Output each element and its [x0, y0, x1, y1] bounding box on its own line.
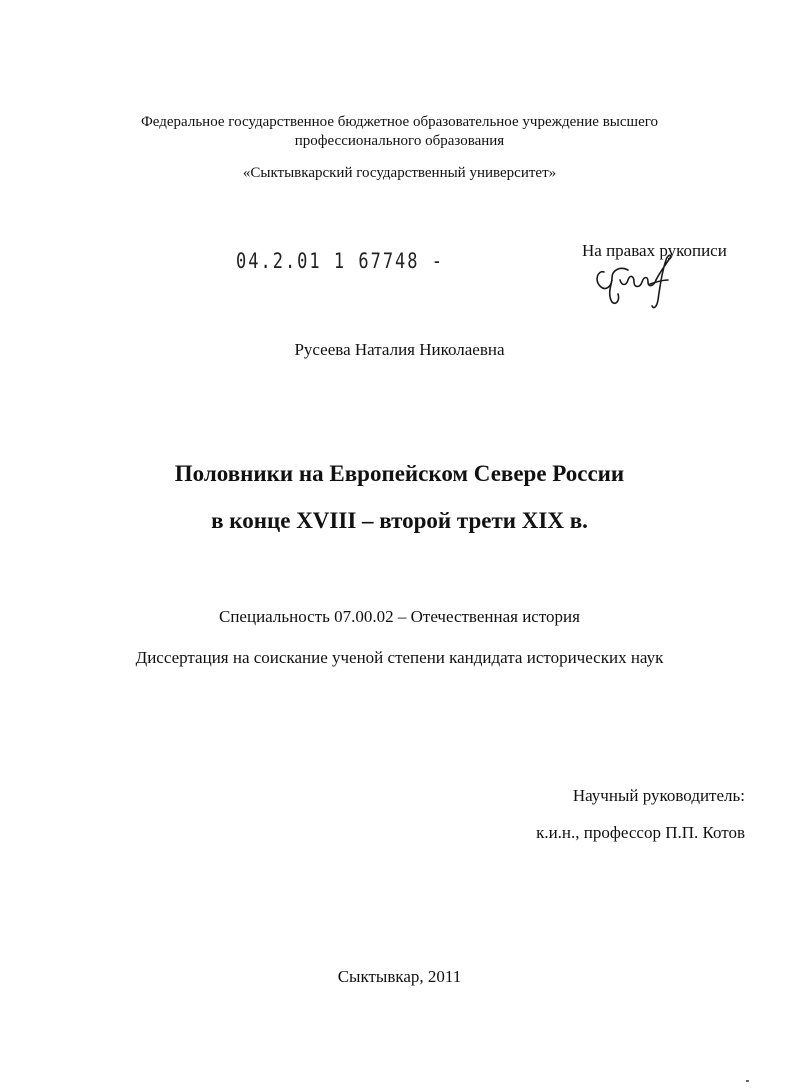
supervisor-name: к.и.н., профессор П.П. Котов: [536, 823, 745, 842]
specialty: Специальность 07.00.02 – Отечественная история: [219, 607, 580, 626]
scan-speck: [746, 1080, 749, 1082]
handwritten-signature: [590, 250, 680, 312]
dissertation-title-line-2: в конце XVIII – второй трети XIX в.: [211, 508, 588, 533]
supervisor-label: Научный руководитель:: [572, 786, 745, 805]
degree-statement: Диссертация на соискание ученой степени кандидата исторических наук: [135, 648, 664, 667]
organization-line-1: Федеральное государственное бюджетное образовательное учреждение высшего: [140, 114, 659, 130]
manuscript-rights-note: На правах рукописи: [582, 241, 727, 260]
dissertation-title-line-1: Половники на Европейском Севере России: [174, 461, 625, 486]
author-name: Русеева Наталия Николаевна: [294, 340, 505, 359]
city-and-year: Сыктывкар, 2011: [337, 967, 462, 986]
archive-stamp-number: 04.2.01 1 67748 -: [236, 249, 444, 274]
organization-line-2: профессионального образования: [294, 133, 505, 149]
university-name: «Сыктывкарский государственный университет»: [242, 165, 557, 181]
